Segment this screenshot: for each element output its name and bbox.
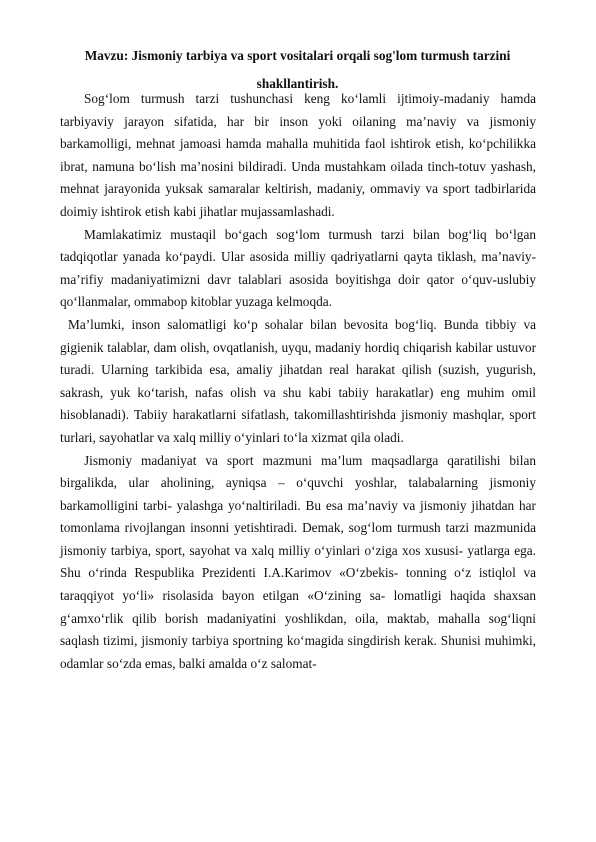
- paragraph-3: Ma’lumki, inson salomatligi ko‘p sohalar bilan bevosita bog‘liq. Bunda tibbiy va gigienik talablar, dam olish, ovqatlanish, uyqu, madaniy hordiq chiqarish kabilar ustuvor turadi. Ularning tarkibida esa, amaliy jihatdan real harakat qilish (suzish, yugurish, sakrash, yuk ko‘tarish, nafas olish va shu kabi tabiiy harakatlar) eng muhim omil hisoblanadi). Tabiiy harakatlarni sifatlash, takomillashtirishda jismoniy mashqlar, sport turlari, sayohatlar va xalq milliy o‘yinlari to‘la xizmat qila oladi.: [60, 316, 536, 445]
- paragraph-2: Mamlakatimiz mustaqil bo‘gach sog‘lom turmush tarzi bilan bog‘liq bo‘lgan tadqiqotlar yanada ko‘paydi. Ular asosida milliy qadriyatlarni qayta tiklash, ma’naviy-ma’rifiy madaniyatimizni davr talablari asosida boyitishga doir qator o‘quv-uslubiy qo‘llanmalar, ommabop kitoblar yuzaga kelmoqda.: [60, 226, 536, 310]
- paragraph-4: Jismoniy madaniyat va sport mazmuni ma’lum maqsadlarga qaratilishi bilan birgalikda, ular aholining, ayniqsa – o‘quvchi yoshlar, talabalarning jismoniy barkamolligini tarbi- yalashga yo‘naltiriladi. Bu esa ma’naviy va jismoniy jihatdan har tomonlama rivojlangan insonni yetishtiradi. Demak, sog‘lom turmush tarzi mazmunida jismoniy tarbiya, sport, sayohat va xalq milliy o‘yinlari o‘ziga xos xususi- yatlarga ega. Shu o‘rinda Respublika Prezidenti I.A.Karimov «O‘zbekis- tonning o‘z istiqlol va taraqqiyot yo‘li» risolasida bayon etilgan «O‘zining sa- lomatligi haqida shaxsan g‘amxo‘rlik qilib borish madaniyatini yoshlikdan, oila, maktab, mahalla sog‘liqni saqlash tizimi, jismoniy tarbiya sportning ko‘magida singdirish kerak. Shunisi muhimki, odamlar so‘zda emas, balki amalda o‘z salomat-: [60, 452, 536, 671]
- paragraph-1: Sog‘lom turmush tarzi tushunchasi keng ko‘lamli ijtimoiy-madaniy hamda tarbiyaviy jarayon sifatida, har bir inson yoki oilaning ma’naviy va jismoniy barkamolligi, mehnat jamoasi hamda mahalla muhitida faol ishtirok etish, ko‘pchilikka ibrat, namuna bo‘lish ma’nosini bildiradi. Unda mustahkam oilada tinch-totuv yashash, mehnat jarayonida yuksak samaralar keltirish, madaniy, ommaviy va sport tadbirlarida doimiy ishtirok etish kabi jihatlar mujassamlashadi.: [60, 91, 536, 219]
- document-title: Mavzu: Jismoniy tarbiya va sport vositalari orqali sog'lom turmush tarzini shakllantirish.: [84, 48, 511, 91]
- document-body: [60, 88, 536, 675]
